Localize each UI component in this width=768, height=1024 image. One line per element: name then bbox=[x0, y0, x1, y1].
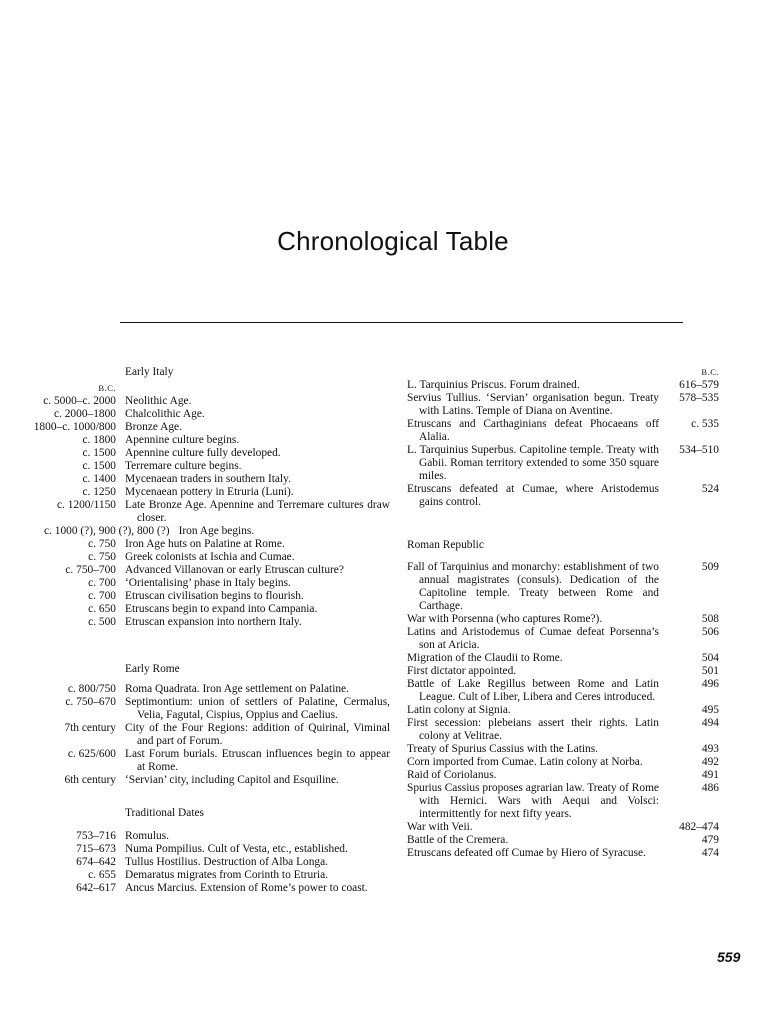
row-date: c. 1250 bbox=[82, 486, 116, 498]
row-event: ‘Servian’ city, including Capitol and Esquiline. bbox=[125, 774, 339, 786]
row-event: Numa Pompilius. Cult of Vesta, etc., established. bbox=[125, 843, 348, 855]
row-date: c. 500 bbox=[88, 616, 116, 628]
table-row bbox=[407, 392, 719, 418]
table-row bbox=[407, 769, 719, 782]
table-row bbox=[407, 834, 719, 847]
row-event: Roma Quadrata. Iron Age settlement on Palatine. bbox=[125, 683, 349, 695]
row-date: 524 bbox=[701, 483, 719, 495]
row-date: c. 1800 bbox=[82, 434, 116, 446]
table-row bbox=[407, 717, 719, 743]
row-event: ‘Orientalising’ phase in Italy begins. bbox=[125, 577, 291, 589]
table-row bbox=[0, 421, 390, 434]
table-row bbox=[0, 473, 390, 486]
era-label: B.C. bbox=[98, 383, 116, 393]
row-event: Mycenaean traders in southern Italy. bbox=[125, 473, 291, 485]
table-row bbox=[407, 782, 719, 821]
era-label: B.C. bbox=[701, 367, 719, 377]
row-event: Raid of Coriolanus. bbox=[407, 769, 497, 781]
row-event: First dictator appointed. bbox=[407, 665, 517, 677]
row-event: Etruscans defeated off Cumae by Hiero of Syracuse. bbox=[407, 847, 646, 859]
row-date: 482–474 bbox=[679, 821, 719, 833]
section-heading-early-rome: Early Rome bbox=[125, 663, 180, 675]
section-heading-early-italy: Early Italy bbox=[125, 366, 174, 378]
kings-list bbox=[407, 379, 719, 509]
section-heading-roman-republic: Roman Republic bbox=[407, 539, 484, 551]
row-date: 509 bbox=[701, 561, 719, 573]
table-row bbox=[407, 418, 719, 444]
row-date: 674–642 bbox=[76, 856, 116, 868]
table-row bbox=[0, 722, 390, 748]
row-event: Mycenaean pottery in Etruria (Luni). bbox=[125, 486, 294, 498]
row-date: 494 bbox=[701, 717, 719, 729]
table-row bbox=[407, 626, 719, 652]
row-event: War with Porsenna (who captures Rome?). bbox=[407, 613, 603, 625]
table-row bbox=[0, 538, 390, 551]
row-event: Treaty of Spurius Cassius with the Latins. bbox=[407, 743, 599, 755]
table-row bbox=[407, 847, 719, 860]
row-date: c. 625/600 bbox=[67, 748, 116, 760]
table-row bbox=[407, 756, 719, 769]
table-row bbox=[407, 483, 719, 509]
left-column bbox=[0, 366, 390, 895]
table-row bbox=[407, 561, 719, 613]
row-date: 504 bbox=[701, 652, 719, 664]
table-row bbox=[0, 603, 390, 616]
row-event: Corn imported from Cumae. Latin colony at Norba. bbox=[407, 756, 643, 768]
row-date: c. 750–700 bbox=[65, 564, 116, 576]
right-column bbox=[407, 366, 719, 860]
row-event: Fall of Tarquinius and monarchy: establishment of two annual magistrates (consuls). Dedication of the Capitoline temple. Treaty between Rome and Carthage. bbox=[407, 561, 659, 612]
row-date: 1800–c. 1000/800 bbox=[33, 421, 116, 433]
row-date: c. 5000–c. 2000 bbox=[43, 395, 116, 407]
table-row bbox=[407, 613, 719, 626]
row-date: 492 bbox=[701, 756, 719, 768]
roman-republic-list bbox=[407, 561, 719, 860]
row-date: c. 700 bbox=[88, 577, 116, 589]
row-event: Tullus Hostilius. Destruction of Alba Longa. bbox=[125, 856, 329, 868]
row-event: Ancus Marcius. Extension of Rome’s power to coast. bbox=[125, 882, 368, 894]
table-row bbox=[0, 696, 390, 722]
row-date: 534–510 bbox=[679, 444, 719, 456]
table-row bbox=[407, 821, 719, 834]
row-event: Spurius Cassius proposes agrarian law. Treaty of Rome with Hernici. Wars with Aequi and Volsci: intermittently for next fifty years. bbox=[407, 782, 659, 820]
row-date: c. 700 bbox=[88, 590, 116, 602]
row-event: Etruscan civilisation begins to flourish. bbox=[125, 590, 304, 602]
table-row bbox=[0, 748, 390, 774]
table-row bbox=[0, 856, 390, 869]
row-event: Servius Tullius. ‘Servian’ organisation begun. Treaty with Latins. Temple of Diana on Aventine. bbox=[407, 392, 659, 417]
traditional-dates-list bbox=[0, 830, 390, 895]
row-event: Demaratus migrates from Corinth to Etruria. bbox=[125, 869, 329, 881]
row-event: Etruscans begin to expand into Campania. bbox=[125, 603, 318, 615]
table-row bbox=[0, 408, 390, 421]
section-heading-traditional-dates: Traditional Dates bbox=[125, 807, 204, 819]
table-row bbox=[0, 525, 390, 538]
row-date: 495 bbox=[701, 704, 719, 716]
table-row bbox=[0, 774, 390, 787]
table-row bbox=[407, 379, 719, 392]
row-date: 7th century bbox=[64, 722, 116, 734]
table-row bbox=[0, 869, 390, 882]
row-event: Latins and Aristodemus of Cumae defeat Porsenna’s son at Aricia. bbox=[407, 626, 659, 651]
table-row bbox=[0, 564, 390, 577]
page-number: 559 bbox=[717, 949, 741, 965]
row-date: c. 750 bbox=[88, 538, 116, 550]
table-row bbox=[0, 683, 390, 696]
table-row bbox=[407, 652, 719, 665]
table-row bbox=[0, 830, 390, 843]
row-event: Advanced Villanovan or early Etruscan culture? bbox=[125, 564, 344, 576]
table-row bbox=[0, 434, 390, 447]
row-date: c. 1500 bbox=[82, 460, 116, 472]
row-event: Etruscan expansion into northern Italy. bbox=[125, 616, 302, 628]
row-event: Septimontium: union of settlers of Palatine, Cermalus, Velia, Fagutal, Cispius, Oppius and Caelius. bbox=[125, 696, 390, 721]
row-date: c. 1500 bbox=[82, 447, 116, 459]
row-date: c. 750 bbox=[88, 551, 116, 563]
row-date: 508 bbox=[701, 613, 719, 625]
row-date: 479 bbox=[701, 834, 719, 846]
row-date: c. 2000–1800 bbox=[53, 408, 116, 420]
row-date: 753–716 bbox=[76, 830, 116, 842]
row-date: 715–673 bbox=[76, 843, 116, 855]
row-date: c. 655 bbox=[88, 869, 116, 881]
table-row bbox=[0, 551, 390, 564]
row-event: Latin colony at Signia. bbox=[407, 704, 511, 716]
row-date: 506 bbox=[701, 626, 719, 638]
table-row bbox=[0, 590, 390, 603]
row-date: 616–579 bbox=[679, 379, 719, 391]
row-event: Romulus. bbox=[125, 830, 169, 842]
early-rome-list bbox=[0, 683, 390, 787]
table-row bbox=[0, 499, 390, 525]
row-date: 6th century bbox=[64, 774, 116, 786]
row-date: 642–617 bbox=[76, 882, 116, 894]
row-date: c. 750–670 bbox=[65, 696, 116, 708]
table-row bbox=[0, 486, 390, 499]
table-row bbox=[407, 444, 719, 483]
row-event: War with Veii. bbox=[407, 821, 473, 833]
row-date: 496 bbox=[701, 678, 719, 690]
row-event: Greek colonists at Ischia and Cumae. bbox=[125, 551, 295, 563]
table-row bbox=[0, 447, 390, 460]
row-date: c. 650 bbox=[88, 603, 116, 615]
title-divider bbox=[120, 322, 683, 323]
row-date: 501 bbox=[701, 665, 719, 677]
row-event: Late Bronze Age. Apennine and Terremare cultures draw closer. bbox=[125, 499, 390, 524]
early-italy-list bbox=[0, 395, 390, 629]
row-event: Migration of the Claudii to Rome. bbox=[407, 652, 563, 664]
table-row bbox=[0, 843, 390, 856]
table-row bbox=[407, 678, 719, 704]
row-event: Terremare culture begins. bbox=[125, 460, 242, 472]
row-event: Last Forum burials. Etruscan influences begin to appear at Rome. bbox=[125, 748, 390, 773]
row-event: Bronze Age. bbox=[125, 421, 182, 433]
row-event: L. Tarquinius Superbus. Capitoline temple. Treaty with Gabii. Roman territory extended to some 350 square miles. bbox=[407, 444, 659, 482]
row-date: c. 800/750 bbox=[67, 683, 116, 695]
row-event: First secession: plebeians assert their rights. Latin colony at Velitrae. bbox=[407, 717, 659, 742]
row-date: c. 1000 (?), 900 (?), 800 (?) bbox=[44, 525, 170, 537]
table-row bbox=[0, 882, 390, 895]
page-title: Chronological Table bbox=[277, 226, 509, 256]
table-row bbox=[0, 395, 390, 408]
row-date: 491 bbox=[701, 769, 719, 781]
row-event: Iron Age huts on Palatine at Rome. bbox=[125, 538, 285, 550]
table-row bbox=[407, 743, 719, 756]
row-event: Neolithic Age. bbox=[125, 395, 192, 407]
row-date: 486 bbox=[701, 782, 719, 794]
row-event: Apennine culture fully developed. bbox=[125, 447, 281, 459]
row-event: Chalcolithic Age. bbox=[125, 408, 205, 420]
row-date: c. 1200/1150 bbox=[56, 499, 116, 511]
row-event: L. Tarquinius Priscus. Forum drained. bbox=[407, 379, 580, 391]
row-date: 493 bbox=[701, 743, 719, 755]
table-row bbox=[407, 665, 719, 678]
table-row bbox=[407, 704, 719, 717]
table-row bbox=[0, 460, 390, 473]
table-row bbox=[0, 577, 390, 590]
row-event: Apennine culture begins. bbox=[125, 434, 240, 446]
row-event: Battle of Lake Regillus between Rome and Latin League. Cult of Liber, Libera and Ceres introduced. bbox=[407, 678, 659, 703]
row-event: Battle of the Cremera. bbox=[407, 834, 509, 846]
row-date: c. 1400 bbox=[82, 473, 116, 485]
row-event: Etruscans and Carthaginians defeat Phocaeans off Alalia. bbox=[407, 418, 659, 443]
row-event: City of the Four Regions: addition of Quirinal, Viminal and part of Forum. bbox=[125, 722, 390, 747]
table-row bbox=[0, 616, 390, 629]
row-event: Etruscans defeated at Cumae, where Aristodemus gains control. bbox=[407, 483, 659, 508]
row-date: c. 535 bbox=[691, 418, 719, 430]
row-date: 474 bbox=[701, 847, 719, 859]
row-event: Iron Age begins. bbox=[178, 525, 255, 537]
row-date: 578–535 bbox=[679, 392, 719, 404]
